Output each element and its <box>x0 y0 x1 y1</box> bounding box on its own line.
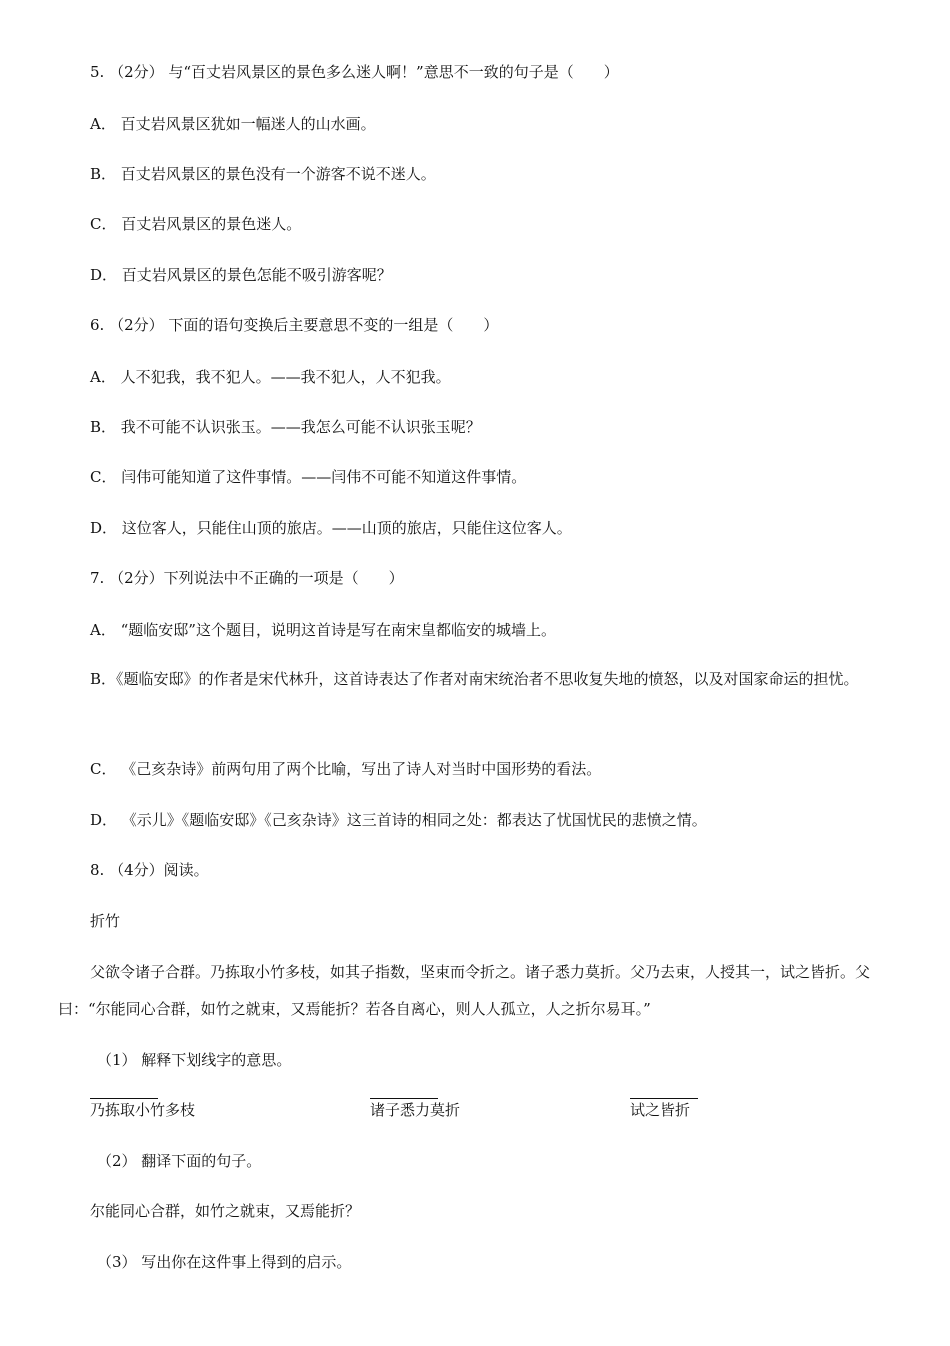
question-6-option-a: A． 人不犯我，我不犯人。——我不犯人，人不犯我。 <box>90 368 451 386</box>
question-7-option-b: B．《题临安邸》的作者是宋代林升，这首诗表达了作者对南宋统治者不思收复失地的愤怒，以及对国家命运的担忧。 <box>90 670 859 688</box>
blank-item-3-text: 试之皆折 <box>630 1101 691 1119</box>
answer-blank-1[interactable] <box>90 1098 158 1099</box>
question-7-option-a: A． “题临安邸”这个题目，说明这首诗是写在南宋皇都临安的城墙上。 <box>90 621 556 639</box>
question-5-stem: 5. （2分） 与“百丈岩风景区的景色多么迷人啊！”意思不一致的句子是（ ） <box>90 63 619 81</box>
question-5-option-c: C． 百丈岩风景区的景色迷人。 <box>90 215 302 233</box>
question-5-option-d: D． 百丈岩风景区的景色怎能不吸引游客呢？ <box>90 266 392 284</box>
question-6-option-d: D． 这位客人，只能住山顶的旅店。——山顶的旅店，只能住这位客人。 <box>90 519 572 537</box>
question-6-stem: 6. （2分） 下面的语句变换后主要意思不变的一组是（ ） <box>90 316 499 334</box>
question-7-option-c: C． 《己亥杂诗》前两句用了两个比喻，写出了诗人对当时中国形势的看法。 <box>90 760 602 778</box>
question-8-sub-2: （2） 翻译下面的句子。 <box>97 1152 262 1170</box>
fill-blank-row <box>90 1100 900 1122</box>
blank-item-1-text: 乃拣取小竹多枝 <box>90 1101 196 1119</box>
answer-blank-3[interactable] <box>630 1098 698 1099</box>
question-8-stem: 8. （4分）阅读。 <box>90 861 209 879</box>
passage-text: 父欲令诸子合群。乃拣取小竹多枝，如其子指数，坚束而令折之。诸子悉力莫折。父乃去束，人授其一，试之皆折。父曰：“尔能同心合群，如竹之就束，又焉能折？若各自离心，则人人孤立，人之折尔易耳。” <box>58 963 871 1018</box>
question-7-stem: 7. （2分）下列说法中不正确的一项是（ ） <box>90 569 404 587</box>
question-6-option-b: B． 我不可能不认识张玉。——我怎么可能不认识张玉呢？ <box>90 418 481 436</box>
question-8-sub-3: （3） 写出你在这件事上得到的启示。 <box>97 1253 352 1271</box>
question-7-option-d: D． 《示儿》《题临安邸》《己亥杂诗》这三首诗的相同之处：都表达了忧国忧民的悲愤之情。 <box>90 811 707 829</box>
blank-item-2-text: 诸子悉力莫折 <box>370 1101 461 1119</box>
question-5-option-b: B． 百丈岩风景区的景色没有一个游客不说不迷人。 <box>90 165 436 183</box>
answer-blank-2[interactable] <box>370 1098 438 1099</box>
translate-sentence: 尔能同心合群，如竹之就束，又焉能折？ <box>90 1202 361 1220</box>
question-6-option-c: C． 闫伟可能知道了这件事情。——闫伟不可能不知道这件事情。 <box>90 468 527 486</box>
question-8-sub-1: （1） 解释下划线字的意思。 <box>97 1051 292 1069</box>
question-5-option-a: A． 百丈岩风景区犹如一幅迷人的山水画。 <box>90 115 376 133</box>
passage-title: 折竹 <box>90 912 121 930</box>
